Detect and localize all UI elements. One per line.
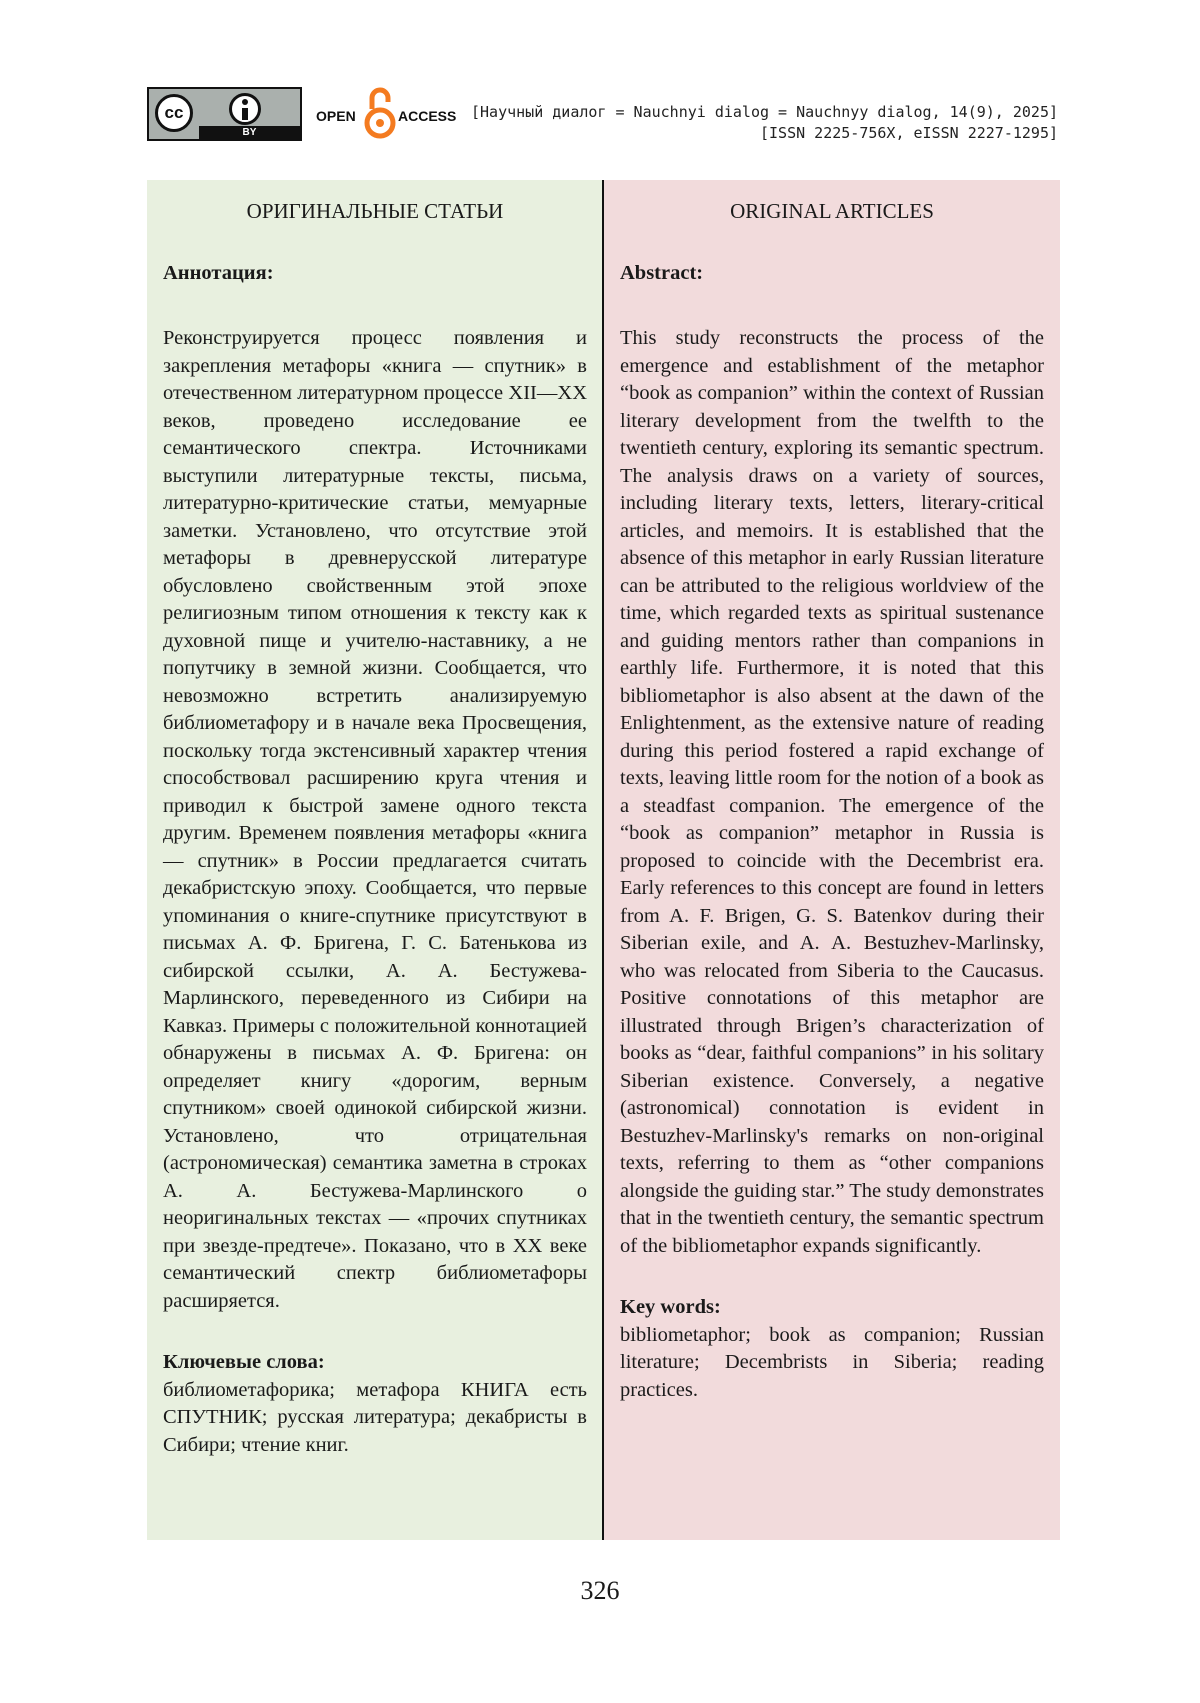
open-access-logo: [316, 85, 456, 140]
attribution-person-icon: [229, 93, 261, 125]
creative-commons-icon: cc: [155, 94, 193, 132]
keywords-label-ru: Ключевые слова:: [163, 1351, 325, 1373]
open-access-access-text: ACCESS: [398, 108, 457, 124]
license-by-label: BY: [199, 126, 300, 139]
abstract-label-en: Abstract:: [620, 261, 704, 284]
keywords-text-ru: библиометафорика; метафора КНИГА есть СПУТНИК; русская литература; декабристы в Сибири; чтение книг.: [163, 1378, 587, 1456]
open-access-open-text: OPEN: [316, 108, 356, 124]
abstract-text-en: This study reconstructs the process of the emergence and establishment of the metaphor “book as companion” within the context of Russian literary development from the twelfth to the twentieth century, exploring its semantic spectrum. The analysis draws on a variety of sources, including literary texts, letters, literary-critical articles, and memoirs. It is established that the absence of this metaphor in early Russian literature can be attributed to the religious worldview of the time, which regarded texts as spiritual sustenance and guiding mentors rather than companions in earthly life. Furthermore, it is noted that this bibliometaphor is also absent at the dawn of the Enlightenment, as the extensive nature of reading during this period fostered a rapid exchange of texts, leaving little room for the notion of a book as a steadfast companion. The emergence of the “book as companion” metaphor in Russia is proposed to coincide with the Decembrist era. Early references to this concept are found in letters from A. F. Brigen, G. S. Batenkov during their Siberian exile, and A. A. Bestuzhev-Marlinsky, who was relocated from Siberia to the Caucasus. Positive connotations of this metaphor are illustrated through Brigen’s characterization of books as “dear, faithful companions” in his solitary Siberian existence. Conversely, a negative (astronomical) connotation is evident in Bestuzhev-Marlinsky's remarks on non-original texts, referring to them as “other companions alongside the guiding star.” The study demonstrates that in the twentieth century, the semantic spectrum of the bibliometaphor expands significantly.: [620, 327, 1044, 1257]
russian-abstract-column: [147, 180, 603, 1540]
section-title-en: ORIGINAL ARTICLES: [730, 199, 934, 223]
abstract-label-ru: Аннотация:: [163, 261, 274, 284]
english-abstract-column: [604, 180, 1060, 1540]
open-access-lock-icon: [363, 85, 397, 139]
page-number: 326: [580, 1576, 620, 1605]
cc-by-license-badge: [147, 87, 302, 141]
keywords-text-en: bibliometaphor; book as companion; Russian literature; Decembrists in Siberia; reading practices.: [620, 1323, 1044, 1401]
journal-reference: [471, 102, 1058, 144]
journal-issn: [ISSN 2225-756X, eISSN 2227-1295]: [759, 124, 1058, 142]
section-title-ru: ОРИГИНАЛЬНЫЕ СТАТЬИ: [246, 199, 504, 223]
keywords-label-en: Key words:: [620, 1296, 721, 1318]
abstract-text-ru: Реконструируется процесс появления и закрепления метафоры «книга — спутник» в отечественном литературном процессе XII—XX веков, проведено исследование ее семантического спектра. Источниками выступили литературные тексты, письма, литературно-критические статьи, мемуарные заметки. Установлено, что отсутствие этой метафоры в древнерусской литературе обусловлено свойственным этой эпохе религиозным типом отношения к тексту как к духовной пище и учителю-наставнику, а не попутчику в земной жизни. Сообщается, что невозможно встретить анализируемую библиометафору и в начале века Просвещения, поскольку тогда экстенсивный характер чтения способствовал расширению круга чтения и приводил к быстрой замене одного текста другим. Временем появления метафоры «книга — спутник» в России предлагается считать декабристскую эпоху. Сообщается, что первые упоминания о книге-спутнике присутствуют в письмах А. Ф. Бригена, Г. С. Батенькова из сибирской ссылки, А. А. Бестужева-Марлинского, переведенного из Сибири на Кавказ. Примеры с положительной коннотацией обнаружены в письмах А. Ф. Бригена: он определяет книгу «дорогим, верным спутником» своей одинокой сибирской жизни. Установлено, что отрицательная (астрономическая) семантика заметна в строках А. А. Бестужева-Марлинского о неоригинальных текстах — «прочих спутниках при звезде-предтече». Показано, что в XX веке семантический спектр библиометафоры расширяется.: [163, 327, 587, 1312]
journal-citation: [Научный диалог = Nauchnyi dialog = Nauchnyy dialog, 14(9), 2025]: [471, 103, 1058, 121]
